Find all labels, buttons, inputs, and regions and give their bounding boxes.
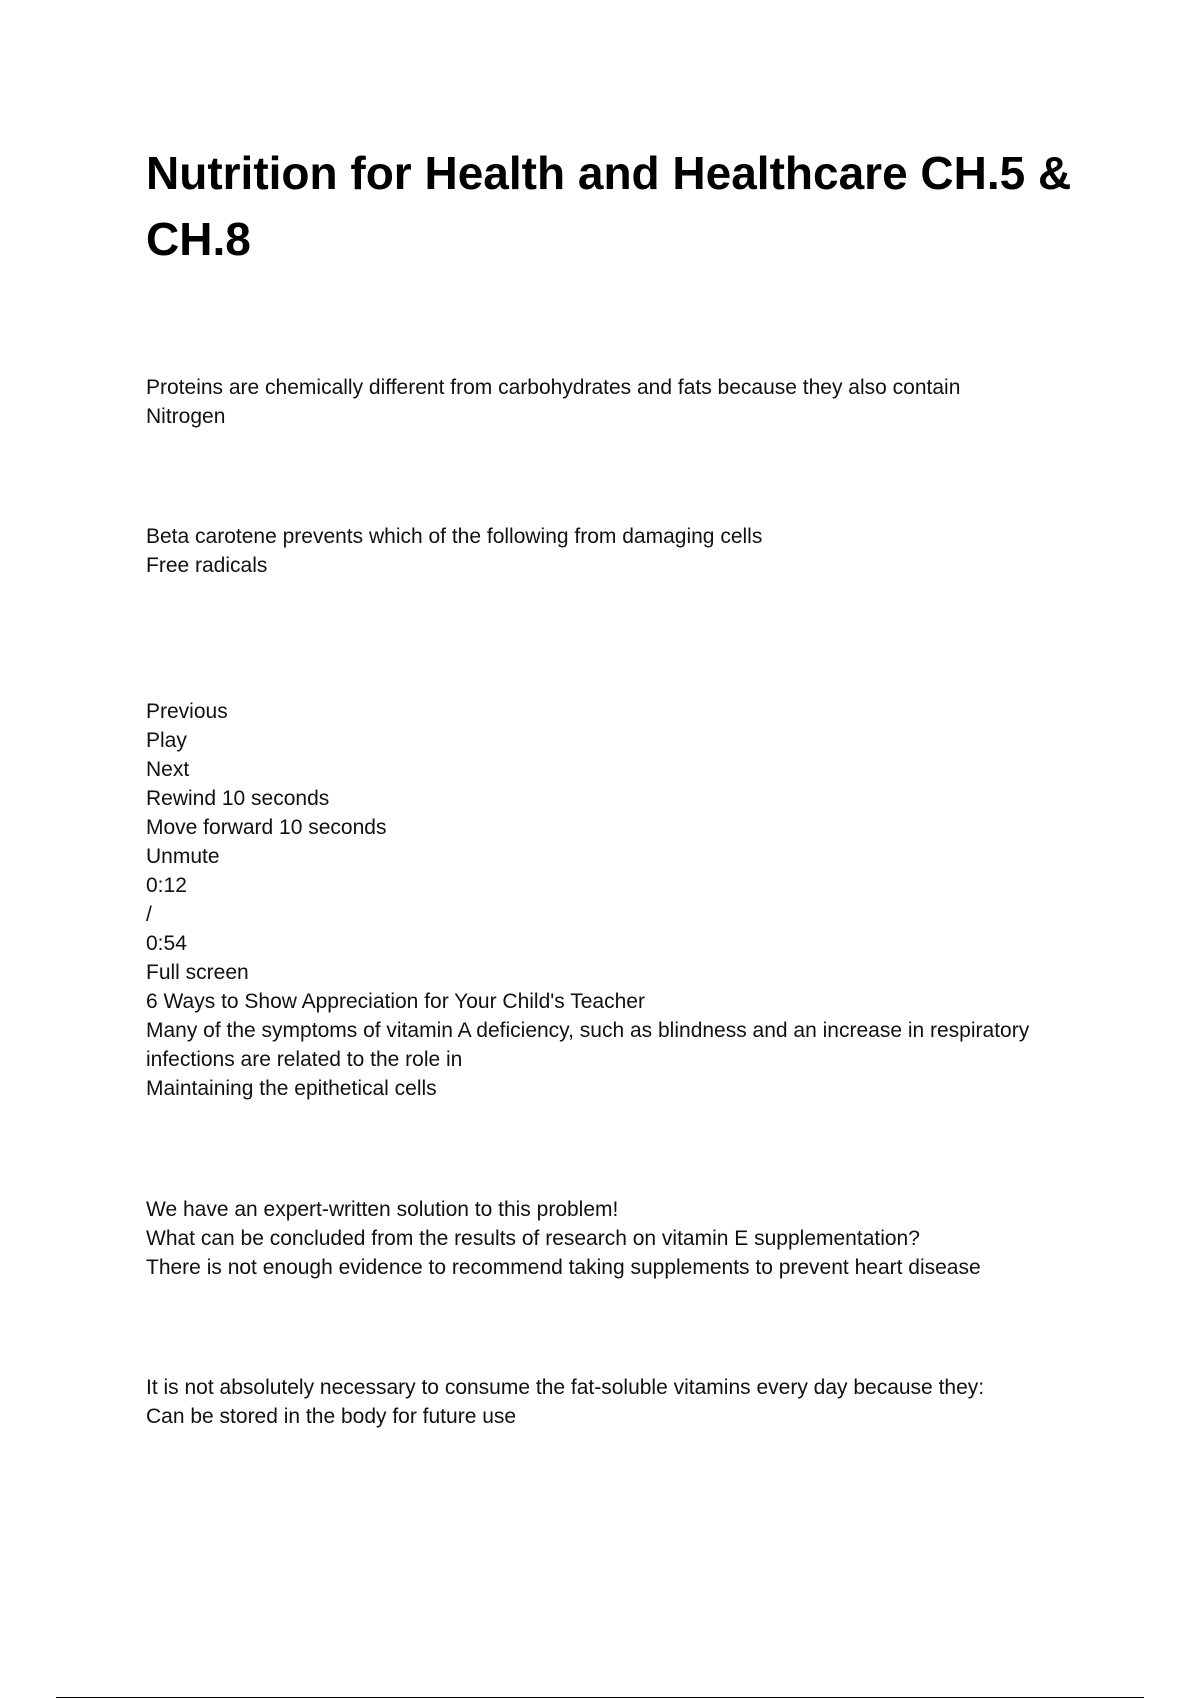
- video-title-text: 6 Ways to Show Appreciation for Your Child's Teacher: [146, 990, 645, 1013]
- question-text: Many of the symptoms of vitamin A deficiency, such as blindness and an increase in respiratory: [146, 1019, 1030, 1042]
- qa-section-vitamin-e: [146, 1195, 1086, 1282]
- question-text: It is not absolutely necessary to consume the fat-soluble vitamins every day because they:: [146, 1376, 985, 1399]
- qa-section-vitamin-a: [146, 697, 1086, 1103]
- player-time-separator: /: [146, 903, 152, 926]
- player-unmute-text: Unmute: [146, 845, 220, 868]
- player-play-text: Play: [146, 729, 187, 752]
- player-forward-text: Move forward 10 seconds: [146, 816, 387, 839]
- answer-text: Can be stored in the body for future use: [146, 1405, 517, 1428]
- question-text: What can be concluded from the results of research on vitamin E supplementation?: [146, 1227, 920, 1250]
- question-text: Beta carotene prevents which of the following from damaging cells: [146, 525, 763, 548]
- player-duration: 0:54: [146, 932, 187, 955]
- question-text: Proteins are chemically different from carbohydrates and fats because they also contain: [146, 376, 961, 399]
- player-fullscreen-text: Full screen: [146, 961, 249, 984]
- answer-text: Nitrogen: [146, 405, 226, 428]
- player-rewind-text: Rewind 10 seconds: [146, 787, 330, 810]
- qa-section-beta-carotene: [146, 522, 1086, 580]
- answer-text: Maintaining the epithetical cells: [146, 1077, 437, 1100]
- answer-text: There is not enough evidence to recommend taking supplements to prevent heart disease: [146, 1256, 981, 1279]
- document-title: Nutrition for Health and Healthcare CH.5 & CH.8: [146, 147, 1072, 265]
- qa-section-protein: [146, 373, 1086, 431]
- player-next-text: Next: [146, 758, 190, 781]
- question-text-continued: infections are related to the role in: [146, 1048, 463, 1071]
- answer-text: Free radicals: [146, 554, 268, 577]
- player-current-time: 0:12: [146, 874, 187, 897]
- solution-notice-text: We have an expert-written solution to this problem!: [146, 1198, 619, 1221]
- player-previous-text: Previous: [146, 700, 228, 723]
- footer-divider: [56, 1697, 1144, 1698]
- qa-section-fat-soluble: [146, 1373, 1086, 1431]
